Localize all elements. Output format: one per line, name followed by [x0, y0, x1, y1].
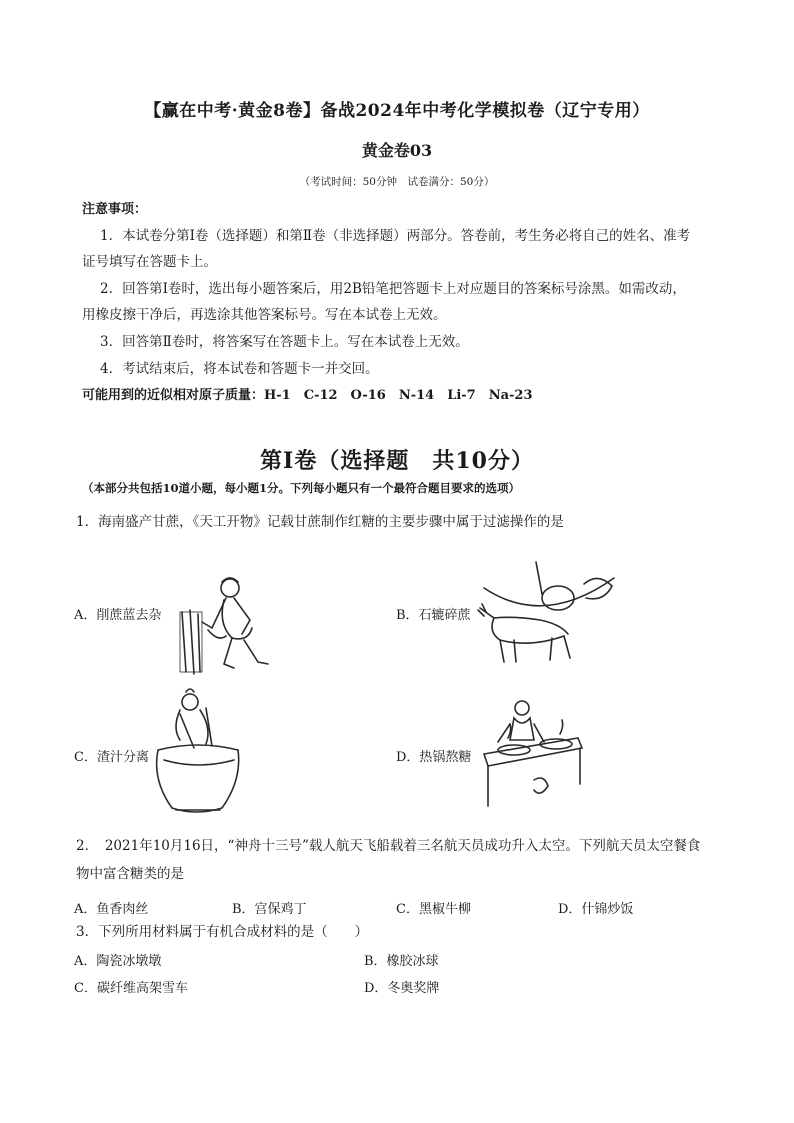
note-line-4: 用橡皮擦干净后，再选涂其他答案标号。写在本试卷上无效。 — [82, 307, 447, 323]
section-title: 第Ⅰ卷（选择题 共10分） — [260, 448, 534, 474]
separation-vat-illustration — [150, 688, 246, 818]
q3-option-d: D．冬奥奖牌 — [364, 981, 440, 996]
q3-stem: 3．下列所用材料属于有机合成材料的是（ ） — [76, 924, 369, 940]
atomic-mass-line: 可能用到的近似相对原子质量：H-1 C-12 O-16 N-14 Li-7 Na-23 — [82, 388, 533, 403]
note-line-1: 1．本试卷分第Ⅰ卷（选择题）和第Ⅱ卷（非选择题）两部分。答卷前，考生务必将自己的姓名、准考 — [100, 228, 691, 244]
boiling-sugar-illustration — [478, 694, 588, 810]
notes-heading: 注意事项： — [82, 202, 148, 217]
q3-option-a: A．陶瓷冰墩墩 — [74, 954, 162, 969]
ox-millstone-illustration — [474, 558, 624, 670]
q1-option-a: A．削蔗蓝去杂 — [74, 608, 162, 623]
q2-option-d: D．什锦炒饭 — [558, 902, 634, 917]
note-line-3: 2．回答第Ⅰ卷时，选出每小题答案后，用2B铅笔把答题卡上对应题目的答案标号涂黑。如需改动， — [100, 281, 686, 297]
section-note: （本部分共包括10道小题，每小题1分。下列每小题只有一个最符合题目要求的选项） — [82, 481, 521, 495]
note-line-5: 3．回答第Ⅱ卷时，将答案写在答题卡上。写在本试卷上无效。 — [100, 334, 469, 350]
q2-option-a: A．鱼香肉丝 — [74, 902, 149, 917]
q2-stem-line2: 物中富含糖类的是 — [76, 866, 184, 882]
q1-option-d: D．热锅熬糖 — [396, 750, 472, 765]
exam-title: 【赢在中考·黄金8卷】备战2024年中考化学模拟卷（辽宁专用） — [144, 101, 650, 121]
note-line-6: 4．考试结束后，将本试卷和答题卡一并交回。 — [100, 361, 379, 377]
q1-stem: 1．海南盛产甘蔗，《天工开物》记载甘蔗制作红糖的主要步骤中属于过滤操作的是 — [76, 514, 564, 530]
q2-option-c: C．黑椒牛柳 — [396, 902, 471, 917]
q3-option-c: C．碳纤维高架雪车 — [74, 981, 188, 996]
q1-option-c: C．渣汁分离 — [74, 750, 149, 765]
q3-option-b: B．橡胶冰球 — [364, 954, 439, 969]
exam-subtitle: 黄金卷03 — [361, 141, 433, 160]
exam-meta: （考试时间：50分钟 试卷满分：50分） — [299, 176, 495, 188]
q2-option-b: B．宫保鸡丁 — [232, 902, 307, 917]
peeling-cane-illustration — [172, 572, 282, 678]
note-line-2: 证号填写在答题卡上。 — [82, 254, 217, 270]
q1-option-b: B．石辘碎蔗 — [396, 608, 471, 623]
q2-stem-line1: 2． 2021年10月16日，“神舟十三号”载人航天飞船载着三名航天员成功升入太空。下列航天员太空餐食 — [76, 838, 701, 854]
